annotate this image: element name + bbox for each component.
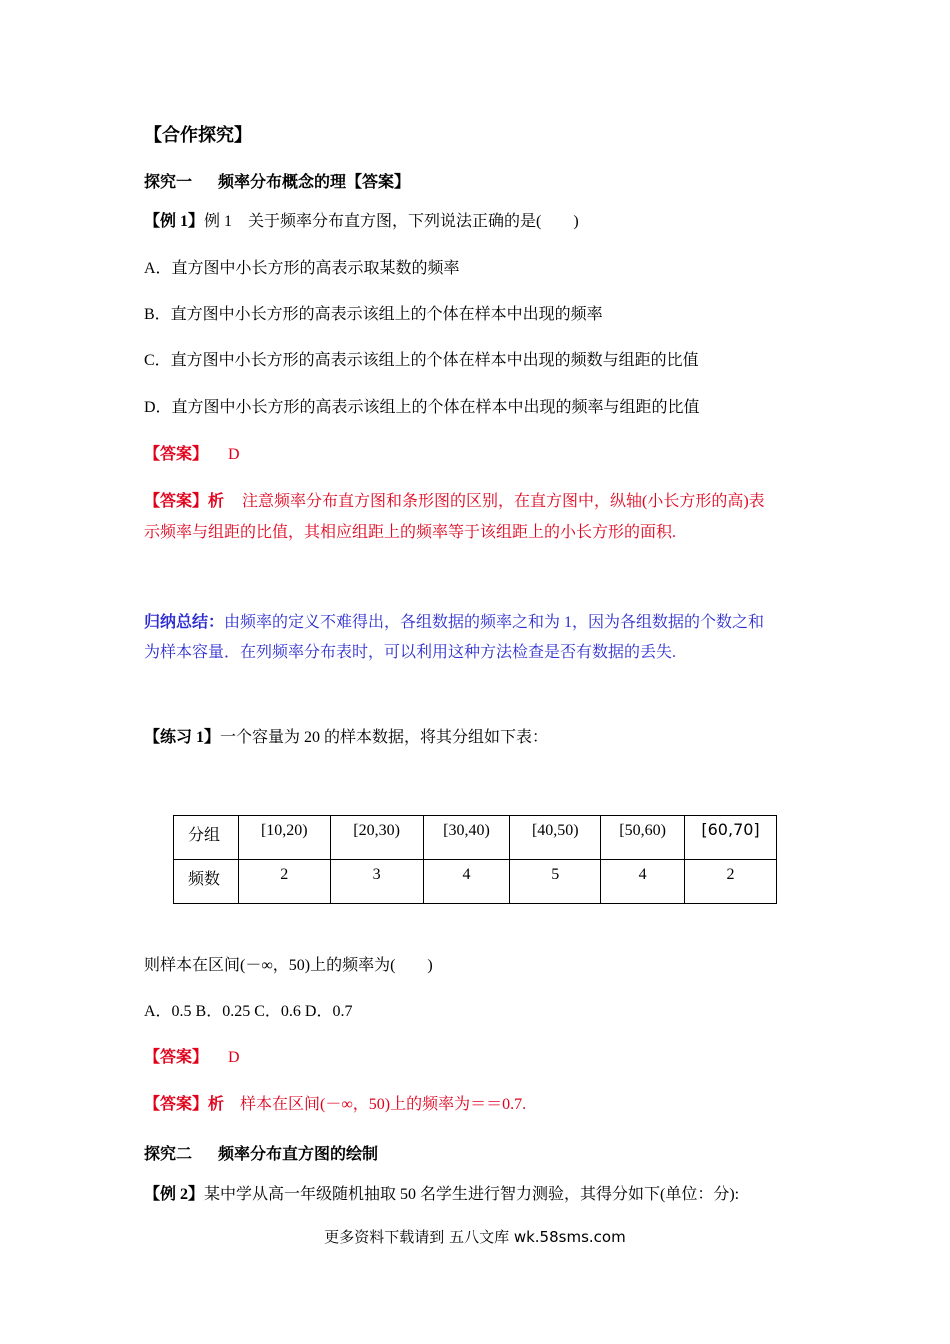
practice1-tag: 【练习 1】 [144,729,221,746]
practice1-answer [144,1047,240,1069]
table-cell: [60,70] [685,816,777,860]
practice1-question [144,727,548,749]
example1-answer-tag: 【答案】 [144,446,209,463]
example1-text: 例 1 关于频率分布直方图，下列说法正确的是( ) [204,213,579,230]
inquiry2-label: 探究二 [144,1146,193,1163]
inquiry2-title: 频率分布直方图的绘制 [218,1146,379,1163]
table-cell: 2 [685,860,777,904]
table-row-groups [174,816,777,860]
summary-line1 [144,612,764,634]
example1-option-b: B．直方图中小长方形的高表示该组上的个体在样本中出现的频率 [144,306,603,323]
example1-answer [144,444,240,466]
example1-analysis-tag: 【答案】析 [144,493,225,510]
example1-analysis-text1: 注意频率分布直方图和条形图的区别，在直方图中，纵轴(小长方形的高)表 [242,493,765,510]
example1-option-c: C．直方图中小长方形的高表示该组上的个体在样本中出现的频数与组距的比值 [144,352,699,369]
table-row-label: 分组 [174,816,239,860]
table-cell: 3 [330,860,423,904]
table-row-counts [174,860,777,904]
table-cell: [40,50) [510,816,601,860]
example1-answer-value: D [228,446,240,463]
practice1-subquestion: 则样本在区间(－∞，50)上的频率为( ) [144,957,433,974]
example1-question [144,211,579,233]
inquiry1-label: 探究一 [144,174,193,191]
inquiry1-heading [144,172,410,194]
section-title: 【合作探究】 [144,125,252,145]
practice1-analysis-tag: 【答案】析 [144,1096,225,1113]
table-cell: 4 [423,860,510,904]
practice1-text: 一个容量为 20 的样本数据，将其分组如下表： [220,729,549,746]
example1-option-a: A．直方图中小长方形的高表示取某数的频率 [144,260,460,277]
table-cell: 4 [601,860,685,904]
practice1-answer-value: D [228,1049,240,1066]
summary-text1: 由频率的定义不难得出，各组数据的频率之和为 1，因为各组数据的个数之和 [224,614,765,631]
example1-tag: 【例 1】 [144,213,205,230]
example2-tag: 【例 2】 [144,1186,205,1203]
practice1-options: A．0.5 B．0.25 C．0.6 D．0.7 [144,1003,353,1020]
example2-text: 某中学从高一年级随机抽取 50 名学生进行智力测验，其得分如下(单位：分): [204,1186,740,1203]
page-footer: 更多资料下载请到 五八文库 wk.58sms.com [324,1228,626,1246]
example1-option-d: D．直方图中小长方形的高表示该组上的个体在样本中出现的频率与组距的比值 [144,399,700,416]
inquiry1-title: 频率分布概念的理【答案】 [218,174,411,191]
inquiry2-heading [144,1144,378,1166]
practice1-analysis-text: 样本在区间(－∞，50)上的频率为＝＝0.7. [240,1096,527,1113]
table-cell: 5 [510,860,601,904]
example1-analysis-line2: 示频率与组距的比值，其相应组距上的频率等于该组距上的小长方形的面积. [144,524,677,541]
table-cell: 2 [238,860,330,904]
example2-question [144,1184,739,1206]
table-cell: [50,60) [601,816,685,860]
summary-tag: 归纳总结： [144,614,225,631]
practice1-answer-tag: 【答案】 [144,1049,209,1066]
practice1-analysis [144,1094,526,1116]
frequency-table [173,815,777,904]
table-row-label: 频数 [174,860,239,904]
table-cell: [20,30) [330,816,423,860]
example1-analysis-line1 [144,491,765,513]
table-cell: [30,40) [423,816,510,860]
summary-line2: 为样本容量．在列频率分布表时，可以利用这种方法检查是否有数据的丢失. [144,644,677,661]
table-cell: [10,20) [238,816,330,860]
